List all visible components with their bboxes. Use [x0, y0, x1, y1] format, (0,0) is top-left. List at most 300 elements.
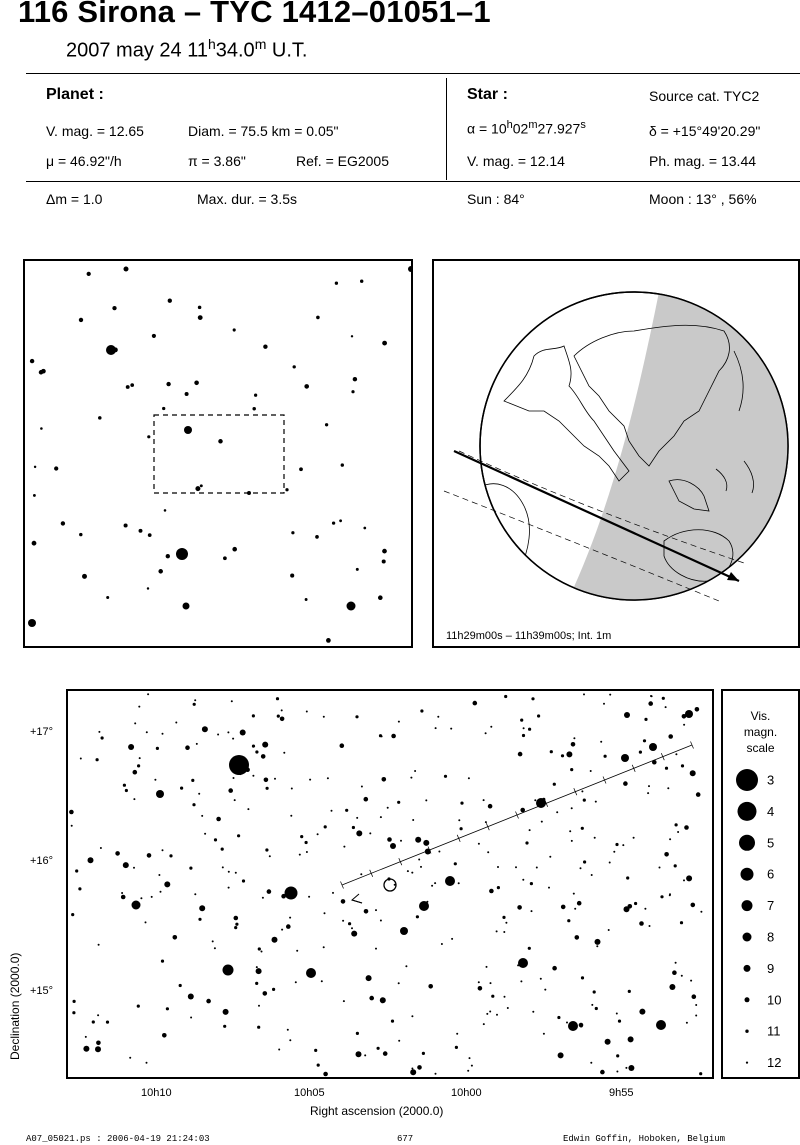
sky-star	[581, 827, 584, 830]
sky-star	[669, 893, 671, 895]
sky-star	[478, 843, 480, 845]
sky-star	[231, 700, 233, 702]
legend-mag-label: 9	[767, 960, 775, 976]
finder-star	[325, 423, 328, 426]
sky-star	[204, 833, 206, 835]
y-axis-label: Declination (2000.0)	[8, 952, 22, 1060]
sky-star	[571, 840, 573, 842]
star-phmag: Ph. mag. = 13.44	[649, 153, 757, 169]
sky-star	[265, 848, 268, 851]
sky-star	[659, 867, 661, 869]
sky-star	[660, 895, 663, 898]
sky-star	[280, 717, 285, 722]
sky-star	[263, 991, 268, 996]
sky-star	[277, 715, 280, 718]
legend-title: Vis. magn. scale	[743, 709, 778, 755]
y-tick-15: +15°	[30, 985, 54, 997]
sky-star	[356, 1032, 359, 1035]
sky-star	[199, 905, 205, 911]
event-datetime: 2007 may 24 11$^h$34.0$^m$ U.T.	[66, 36, 308, 62]
sky-star	[274, 778, 276, 780]
sky-star	[309, 779, 311, 781]
sky-star	[600, 1070, 605, 1075]
delta-magnitude: Δm = 1.0	[46, 191, 103, 207]
sky-star	[397, 801, 400, 804]
sky-star	[665, 706, 667, 708]
sky-star	[522, 734, 525, 737]
sky-star	[625, 1067, 627, 1069]
sky-star	[608, 929, 610, 931]
sky-star	[488, 804, 493, 809]
sky-star	[591, 1004, 593, 1006]
sky-star	[387, 807, 389, 809]
finder-star	[360, 280, 363, 283]
sky-star	[369, 832, 371, 834]
sky-star	[261, 754, 266, 759]
max-duration: Max. dur. = 3.5s	[197, 191, 297, 207]
sky-star	[695, 1004, 697, 1006]
finder-star	[363, 527, 366, 530]
sky-star	[667, 787, 669, 789]
planet-reference: Ref. = EG2005	[296, 153, 390, 169]
sky-star	[151, 896, 153, 898]
sky-star	[664, 852, 669, 857]
finder-star	[126, 385, 130, 389]
sky-star	[518, 752, 523, 757]
sky-star	[212, 940, 214, 942]
sky-star	[234, 916, 239, 921]
sky-star	[534, 799, 536, 801]
sky-star	[227, 731, 229, 733]
sky-star	[507, 1007, 509, 1009]
finder-star	[232, 547, 237, 552]
finder-star	[218, 439, 223, 444]
sky-star	[623, 781, 628, 786]
sky-star	[97, 1014, 99, 1016]
sky-star	[364, 797, 369, 802]
sky-star	[522, 879, 524, 881]
sky-star	[487, 851, 489, 853]
sky-star	[410, 777, 412, 779]
sky-star	[528, 947, 531, 950]
sky-star	[437, 716, 439, 718]
finder-star	[378, 595, 383, 600]
finder-star	[33, 494, 36, 497]
sky-star	[383, 1051, 388, 1056]
finder-star	[40, 427, 43, 430]
sky-star	[652, 760, 657, 765]
sky-star	[595, 801, 597, 803]
finder-star	[79, 318, 83, 322]
sky-star	[557, 1016, 560, 1019]
sky-star	[78, 887, 81, 890]
finder-star	[347, 602, 356, 611]
sky-star	[434, 882, 436, 884]
sky-star	[305, 841, 308, 844]
sky-star	[239, 773, 241, 775]
planet-motion: μ = 46.92"/h	[46, 153, 122, 169]
sky-star	[490, 726, 492, 728]
sky-star	[571, 742, 576, 747]
sky-star	[258, 947, 261, 950]
sky-star	[684, 825, 689, 830]
finder-star	[198, 306, 202, 310]
sky-star	[351, 931, 357, 937]
sky-star	[69, 810, 74, 815]
sky-star	[83, 1046, 89, 1052]
finder-star	[148, 533, 152, 537]
sky-star	[98, 731, 100, 733]
sky-star	[553, 783, 556, 786]
sky-star	[255, 750, 258, 753]
sky-star	[435, 727, 437, 729]
sky-star	[686, 1022, 688, 1024]
finder-chart-panel	[23, 259, 413, 648]
sky-star	[581, 790, 583, 792]
sky-star	[299, 854, 301, 856]
sky-star	[531, 910, 533, 912]
sky-star	[622, 844, 624, 846]
sky-star	[264, 778, 269, 783]
finder-star	[223, 556, 227, 560]
sky-star	[387, 837, 392, 842]
sky-star	[201, 815, 203, 817]
legend-mag-label: 7	[767, 898, 775, 914]
sky-star	[262, 897, 264, 899]
sky-star	[431, 885, 433, 887]
sky-star	[616, 1054, 619, 1057]
sky-star	[604, 755, 607, 758]
sky-star	[283, 752, 285, 754]
sky-star	[235, 758, 238, 761]
sky-star	[188, 994, 194, 1000]
sky-star	[223, 1009, 229, 1015]
x-axis-label: Right ascension (2000.0)	[310, 1104, 444, 1118]
sky-chart-panel	[66, 689, 714, 1079]
sky-star	[332, 892, 334, 894]
sky-star	[444, 775, 447, 778]
sky-star	[364, 1054, 366, 1056]
sky-star	[489, 1011, 491, 1013]
legend-scale	[723, 691, 798, 1077]
sky-star	[418, 859, 420, 861]
sky-star	[255, 982, 258, 985]
finder-star	[61, 521, 65, 525]
sky-star	[628, 1036, 634, 1042]
sky-star	[235, 923, 238, 926]
sky-star	[343, 1000, 345, 1002]
sky-star	[242, 879, 245, 882]
sky-star	[696, 792, 701, 797]
sky-star	[473, 701, 478, 706]
finder-star	[351, 390, 354, 393]
legend-mag-label: 10	[767, 992, 782, 1008]
sky-star	[324, 912, 326, 914]
sky-star	[71, 913, 74, 916]
finder-star	[79, 533, 82, 536]
sky-star	[189, 867, 192, 870]
sky-star	[158, 874, 160, 876]
finder-star	[139, 529, 143, 533]
sky-star	[680, 921, 683, 924]
sky-star	[380, 920, 382, 922]
sky-star	[520, 980, 522, 982]
sky-star	[668, 734, 673, 739]
sky-star	[681, 975, 683, 977]
sky-star	[677, 831, 679, 833]
sky-star	[518, 958, 528, 968]
star-right-ascension: $\alpha = 10^h02^m27.927^s$	[467, 119, 586, 137]
sky-star	[628, 990, 631, 993]
sky-star	[674, 864, 677, 867]
finder-star	[285, 488, 288, 491]
sky-star	[486, 966, 488, 968]
sky-star	[286, 924, 291, 929]
sky-star	[133, 770, 138, 775]
zoom-region	[154, 415, 284, 493]
sky-star	[690, 980, 692, 982]
sky-star	[232, 738, 234, 740]
sky-star	[314, 1049, 317, 1052]
sky-star	[380, 997, 386, 1003]
legend-star-mag-7	[742, 900, 753, 911]
sky-star	[685, 710, 693, 718]
sky-star	[573, 737, 575, 739]
sky-star	[540, 978, 542, 980]
sky-star	[300, 835, 303, 838]
sky-star	[497, 886, 500, 889]
sky-star	[377, 1047, 380, 1050]
sky-star	[92, 1020, 95, 1023]
sky-star	[695, 707, 700, 712]
sky-star	[352, 826, 355, 829]
sky-star	[233, 777, 235, 779]
finder-star	[247, 491, 251, 495]
sky-star	[639, 921, 644, 926]
finder-star	[147, 587, 149, 589]
sky-star	[400, 927, 408, 935]
sky-star	[497, 866, 499, 868]
sky-star	[648, 701, 653, 706]
planet-parallax: π = 3.86"	[188, 153, 246, 169]
sky-star	[198, 793, 200, 795]
sky-star	[400, 840, 402, 842]
sky-star	[517, 905, 522, 910]
sky-star	[649, 743, 657, 751]
sky-star	[581, 976, 584, 979]
sky-star	[530, 882, 533, 885]
sky-star	[173, 935, 178, 940]
sky-chart	[68, 691, 712, 1077]
sky-star	[147, 693, 149, 695]
sky-star	[164, 881, 170, 887]
finder-star	[147, 435, 150, 438]
sky-star	[639, 1009, 645, 1015]
sky-star	[180, 787, 183, 790]
sky-star	[128, 744, 134, 750]
sky-star	[643, 739, 646, 742]
sky-star	[379, 734, 382, 737]
sky-star	[628, 904, 633, 909]
sky-star	[468, 777, 470, 779]
sky-star	[580, 867, 582, 869]
sky-star	[648, 785, 650, 787]
sky-star	[517, 964, 519, 966]
legend-mag-label: 12	[767, 1055, 782, 1071]
sky-star	[428, 984, 433, 989]
sky-star	[356, 1051, 362, 1057]
sky-star	[179, 984, 182, 987]
sky-star	[196, 743, 198, 745]
sky-star	[216, 817, 221, 822]
sky-star	[121, 895, 126, 900]
legend-star-mag-11	[745, 1030, 748, 1033]
sky-star	[375, 909, 377, 911]
finder-star	[353, 377, 357, 381]
finder-star	[183, 603, 190, 610]
finder-star	[299, 467, 303, 471]
sky-star	[317, 833, 319, 835]
sky-star	[256, 966, 258, 968]
sky-star	[411, 1015, 413, 1017]
legend-star-mag-3	[736, 769, 758, 791]
sky-star	[281, 709, 283, 711]
sky-star	[458, 819, 460, 821]
sky-star	[217, 734, 219, 736]
sky-star	[583, 799, 586, 802]
table-top-rule	[26, 73, 800, 74]
legend-mag-label: 11	[767, 1023, 781, 1039]
sky-star	[556, 811, 558, 813]
sky-star	[621, 754, 629, 762]
sky-star	[306, 711, 308, 713]
finder-star	[98, 416, 102, 420]
sky-star	[593, 990, 596, 993]
sky-star	[596, 945, 598, 947]
sky-star	[609, 862, 611, 864]
sky-star	[240, 730, 246, 736]
sky-star	[438, 851, 440, 853]
sky-star	[699, 1072, 702, 1075]
legend-star-mag-8	[743, 933, 752, 942]
sky-star	[662, 697, 665, 700]
sky-star	[321, 980, 323, 982]
sky-star	[469, 1057, 471, 1059]
sky-star	[235, 872, 237, 874]
sky-star	[272, 988, 275, 991]
sky-star	[343, 846, 345, 848]
sky-star	[398, 1040, 400, 1042]
finder-star	[30, 359, 34, 363]
sky-star	[624, 712, 630, 718]
finder-star	[166, 382, 170, 386]
sky-star	[190, 1017, 192, 1019]
finder-star	[176, 548, 188, 560]
sky-star	[276, 697, 279, 700]
finder-star	[166, 554, 170, 558]
legend-star-mag-12	[746, 1062, 748, 1064]
sky-star	[391, 734, 396, 739]
sky-star	[247, 808, 249, 810]
sky-star	[567, 919, 570, 922]
sky-star	[129, 1057, 131, 1059]
sky-star	[420, 709, 423, 712]
sky-star	[162, 1033, 167, 1038]
sky-star	[445, 876, 455, 886]
sky-star	[390, 843, 396, 849]
sky-star	[137, 1005, 140, 1008]
sky-star	[162, 849, 164, 851]
sky-star	[123, 784, 126, 787]
sky-star	[532, 1011, 534, 1013]
sky-star	[411, 1068, 413, 1070]
star-heading: Star :	[467, 86, 508, 103]
sky-star	[594, 837, 596, 839]
sky-star	[281, 894, 286, 899]
finder-star	[233, 328, 236, 331]
sky-star	[258, 1005, 260, 1007]
sky-star	[405, 965, 407, 967]
sky-star	[342, 920, 344, 922]
sky-star	[269, 855, 271, 857]
sky-star	[193, 703, 196, 706]
sky-star	[223, 1025, 226, 1028]
finder-star	[304, 384, 309, 389]
sky-star	[412, 819, 414, 821]
legend-star-mag-9	[744, 965, 751, 972]
finder-star	[124, 267, 129, 272]
sky-star	[96, 758, 99, 761]
sky-star	[672, 970, 677, 975]
sky-star	[214, 947, 216, 949]
sky-star	[450, 728, 452, 730]
sky-star	[237, 834, 240, 837]
sky-star	[561, 905, 566, 910]
sky-star	[88, 857, 94, 863]
sky-star	[478, 986, 483, 991]
sky-star	[675, 823, 678, 826]
sky-star	[414, 770, 416, 772]
legend-star-mag-10	[745, 997, 750, 1002]
table-divider	[446, 78, 447, 180]
x-tick-10h05: 10h05	[294, 1087, 325, 1099]
sky-star	[543, 1033, 545, 1035]
sky-star	[531, 697, 534, 700]
sky-star	[278, 1049, 280, 1051]
sky-star	[616, 1071, 618, 1073]
sky-star	[435, 1073, 437, 1075]
x-tick-10h00: 10h00	[451, 1087, 482, 1099]
finder-star	[112, 306, 116, 310]
sun-elongation: Sun : 84°	[467, 191, 525, 207]
finder-star	[113, 347, 118, 352]
sky-star	[520, 719, 523, 722]
sky-star	[504, 996, 506, 998]
sky-star	[252, 775, 254, 777]
sky-star	[603, 703, 605, 705]
sky-star	[605, 1039, 611, 1045]
sky-star	[285, 887, 298, 900]
sky-star	[245, 767, 250, 772]
sky-star	[331, 810, 333, 812]
sky-star	[323, 716, 325, 718]
sky-star	[252, 714, 255, 717]
sky-star	[234, 926, 237, 929]
sky-star	[323, 1072, 328, 1077]
sky-star	[649, 925, 651, 927]
moon-info: Moon : 13° , 56%	[649, 191, 757, 207]
sky-star	[306, 968, 316, 978]
